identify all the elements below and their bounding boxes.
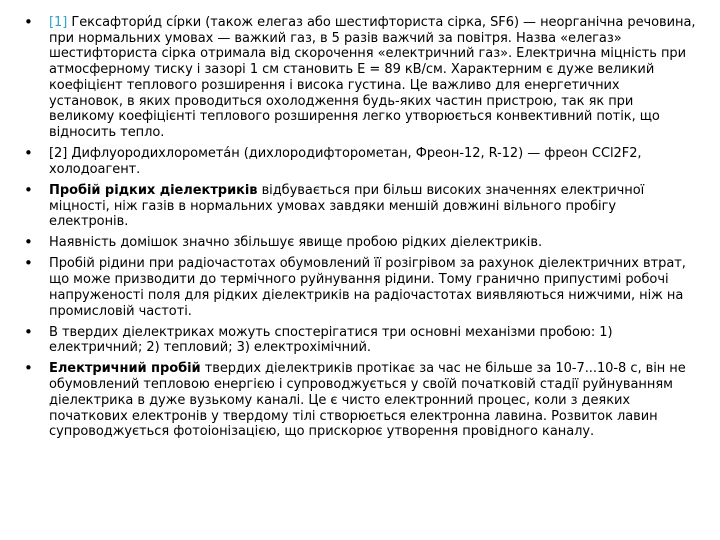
item-text: відбувається при більш високих значеннях електричної міцності, ніж газів в нормальних умовах завдяки меншій довжині вільного пробігу електронів. [49,182,645,230]
item-text: В твердих діелектриках можуть спостерігатися три основні механізми пробою: 1) електричний; 2) тепловий; 3) електрохімічний. [49,324,613,356]
list-item [23,256,696,319]
bullet-dot-icon: • [24,13,33,31]
item-bold-term: Пробій рідких діелектриків [49,182,258,198]
bullet-dot-icon: • [24,144,33,163]
item-text: твердих діелектриків протікає за час не більше за 10-7...10-8 с, він не обумовлений тепловою енергією і супроводжується у своїй початковій стадії руйнуванням діелектрика в дуже вузькому каналі. Це є чисто електронний процес, коли з деяких початкових електронів у твердому тілі створюється електронна лавина. Розвиток лавин супроводжується фотоіонізацією, що прискорює утворення провідного каналу. [49,361,686,440]
item-text: Наявність домішок значно збільшує явище пробою рідких діелектриків. [49,235,543,251]
bullet-dot-icon: • [24,180,33,199]
item-text: Пробій рідини при радіочастотах обумовлений її розігрівом за рахунок діелектричних втрат, що може призводити до термічного руйнування рідини. Тому гранично припустимі робочі напруженості поля для рідких діелектриків на радіочастотах виявляються нижчими, ніж на промисловій частоті. [49,256,686,319]
bullet-dot-icon: • [24,254,33,273]
bullet-dot-icon: • [24,233,33,252]
reference-link[interactable]: [1] [49,15,68,30]
list-item [23,180,696,230]
bullet-dot-icon: • [24,359,33,378]
item-text: [2] Дифлуородихлорометáн (дихлородифторометан, Фреон-12, R-12) — фреон CCl2F2, холодоагент. [49,146,642,177]
list-item [23,235,696,251]
list-item [23,361,696,440]
bullet-list [23,15,696,440]
item-text: Гексафтори́д сі́рки (також елегаз або шестифториста сірка, SF6) — неорганічна речовина, при нормальних умовах — важкий газ, в 5 разів важчий за повітря. Назва «елегаз» шестифториста сірка отримала від скорочення «електричний газ». Електрична міцність при атмосферному тиску і зазорі 1 см становить Е = 89 кВ/см. Характерним є дуже великий коефіцієнт теплового розширення і висока густина. Це важливо для енергетичних установок, в яких проводиться охолодження будь-яких частин пристрою, так як при великому коефіцієнті теплового розширення легко утворюється конвективний потік, що відносить тепло. [49,15,696,140]
item-bold-term: Електричний пробій [49,361,201,377]
bullet-dot-icon: • [24,322,33,341]
list-item [23,15,696,141]
list-item [23,146,696,177]
list-item [23,322,696,356]
